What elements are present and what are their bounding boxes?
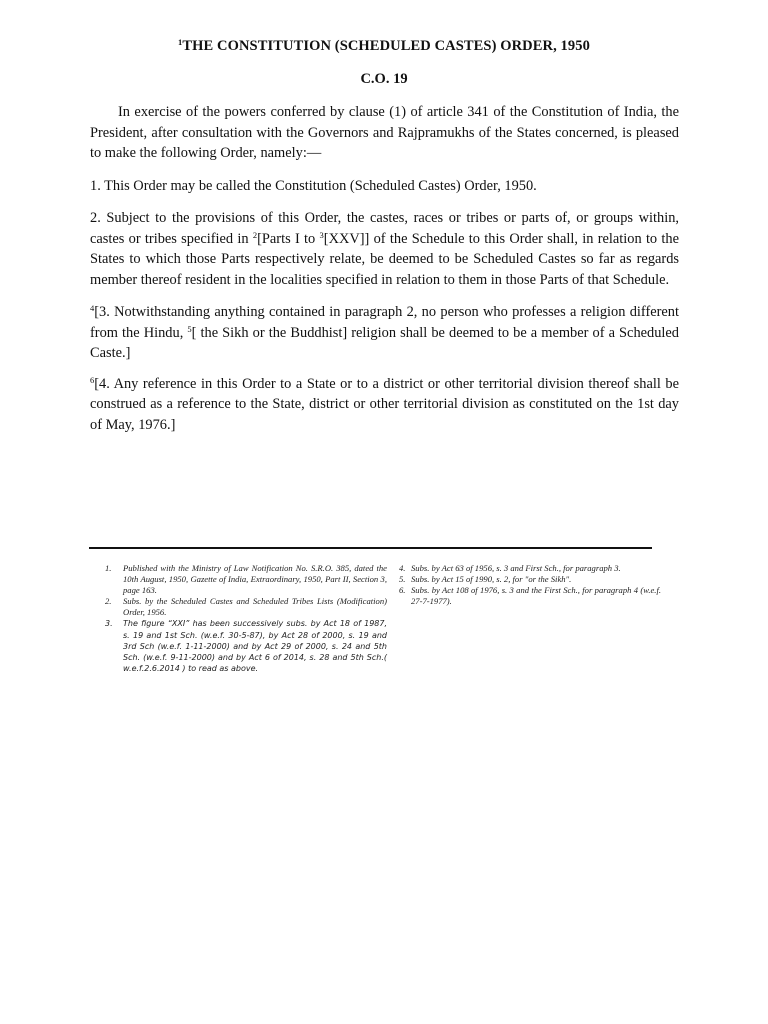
footnote-number: 6. — [399, 585, 406, 596]
footnote-number: 3. — [105, 619, 113, 629]
preamble-paragraph: In exercise of the powers conferred by clause (1) of article 341 of the Constitution of India, the President, after consultation with the Governors and Rajpramukhs of the States concerned, is pleased to make the following Order, namely:— — [90, 104, 679, 161]
paragraph-2-text-b: [Parts I to — [257, 230, 320, 247]
paragraph-1: 1. This Order may be called the Constitution (Scheduled Castes) Order, 1950. — [90, 177, 537, 194]
footnote-number: 2. — [105, 596, 112, 607]
footnote-marker-2: 2 — [252, 229, 258, 240]
footnote-6 — [399, 585, 661, 607]
document-title — [0, 38, 768, 55]
document-body — [90, 102, 679, 435]
footnote-text: Subs. by Act 15 of 1990, s. 2, for "or the Sikh". — [411, 574, 572, 585]
footnotes-right-column — [399, 563, 661, 607]
footnote-2 — [105, 596, 387, 618]
footnote-4 — [399, 563, 661, 574]
footnote-1 — [105, 563, 387, 596]
paragraph-3-text-b: [ the Sikh or the Buddhist] religion shall be deemed to be a member of a Scheduled Caste.] — [90, 324, 679, 361]
paragraph-3 — [90, 302, 679, 364]
paragraph-2-text-a: 2. Subject to the provisions of this Order, the castes, races or tribes or parts of, or groups within, castes or tribes specified in — [90, 210, 679, 247]
footnote-text: The figure “XXI” has been successively subs. by Act 18 of 1987, s. 19 and 1st Sch. (w.e.f. 30-5-87), by Act 28 of 2000, s. 19 and 3rd Sch (w.e.f. 1-11-2000) and by Act 29 of 2000, s. 24 and 5th Sch. (w.e.f. 9-11-2000) and by Act 6 of 2014, s. 28 and 5th Sch.( w.e.f.2.6.2014 ) to read as above. — [123, 619, 387, 673]
footnote-text: Subs. by Act 108 of 1976, s. 3 and the First Sch., for paragraph 4 (w.e.f. 27-7-1977). — [411, 585, 661, 607]
footnote-5 — [399, 574, 661, 585]
footnote-marker-4: 4 — [90, 303, 95, 313]
paragraph-3-text-a: [3. Notwithstanding anything contained in paragraph 2, no person who professes a religion different from the Hindu, — [90, 304, 679, 341]
order-number: C.O. 19 — [360, 71, 408, 87]
footnote-text: Published with the Ministry of Law Notification No. S.R.O. 385, dated the 10th August, 1950, Gazette of India, Extraordinary, 1950, Part II, Section 3, page 163. — [123, 563, 387, 596]
title-footnote-marker: 1 — [178, 37, 183, 47]
paragraph-2 — [90, 208, 679, 290]
paragraph-4 — [90, 374, 679, 436]
paragraph-2-text-c: [XXV]] of the Schedule to this Order shall, in relation to the States to which those Parts respectively relate, be deemed to be Scheduled Castes so far as regards member thereof resident in the localities specified in relation to them in those Parts of that Schedule. — [90, 230, 679, 288]
footnote-3 — [105, 618, 387, 673]
footnote-number: 1. — [105, 563, 112, 573]
footnote-number: 5. — [399, 574, 406, 585]
paragraph-4-text: [4. Any reference in this Order to a State or to a district or other territorial division thereof shall be construed as a reference to the State, district or other territorial division as constituted on the 1st day of May, 1976.] — [90, 375, 679, 433]
footnote-separator — [89, 547, 652, 549]
footnote-marker-6: 6 — [90, 374, 95, 385]
footnote-number: 4. — [399, 563, 406, 573]
title-text: THE CONSTITUTION (SCHEDULED CASTES) ORDER, 1950 — [182, 38, 590, 54]
footnote-marker-3: 3 — [319, 229, 324, 240]
footnote-marker-5: 5 — [187, 323, 192, 334]
footnote-text: Subs. by Act 63 of 1956, s. 3 and First Sch., for paragraph 3. — [411, 563, 621, 573]
footnotes-left-column — [105, 563, 387, 674]
footnote-text: Subs. by the Scheduled Castes and Scheduled Tribes Lists (Modification) Order, 1956. — [123, 596, 387, 618]
